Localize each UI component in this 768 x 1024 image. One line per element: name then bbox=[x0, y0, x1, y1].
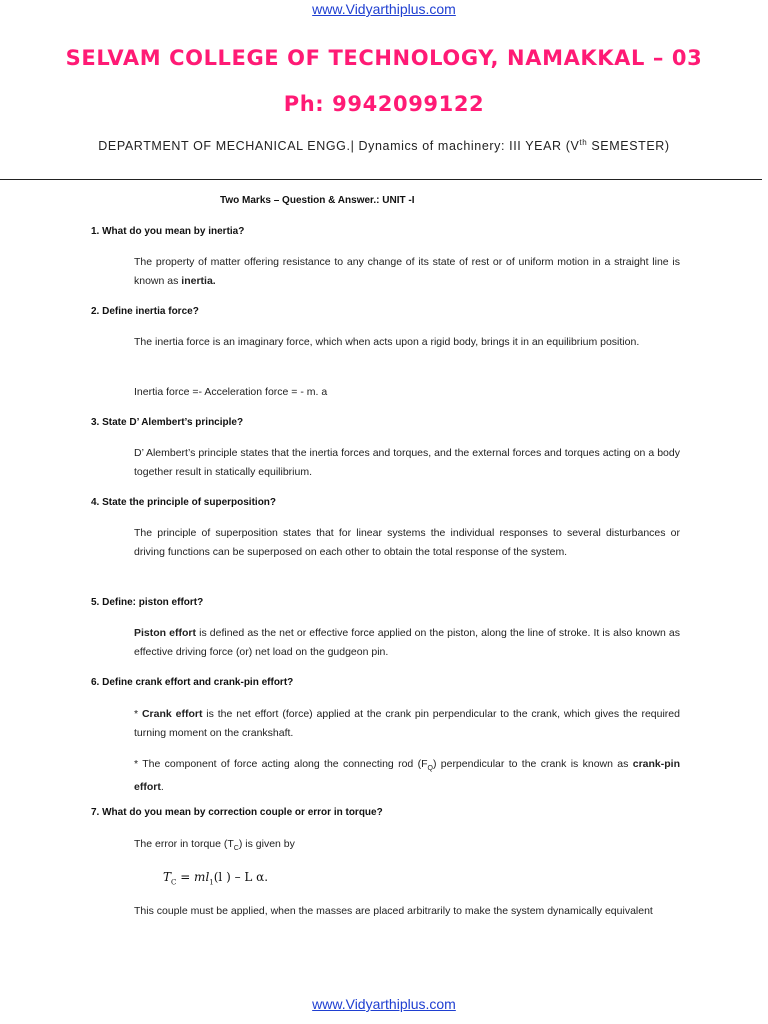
answer-5 bbox=[134, 624, 680, 662]
answer-4: The principle of superposition states that for linear systems the individual responses to several disturbances or driving functions can be superposed on each other to obtain the total response of the system. bbox=[134, 527, 680, 558]
site-link-bottom[interactable]: www.Vidyarthiplus.com bbox=[312, 996, 456, 1012]
section-title: Two Marks – Question & Answer.: UNIT -I bbox=[220, 195, 415, 206]
answer-1 bbox=[134, 253, 680, 291]
answer-7a bbox=[134, 835, 680, 858]
answer-3: D’ Alembert’s principle states that the inertia forces and torques, and the external forces and torques acting on a body together result in statically equilibrium. bbox=[134, 447, 680, 478]
answer-6b-end: . bbox=[160, 781, 164, 794]
question-4: 4. State the principle of superposition? bbox=[91, 497, 277, 508]
answer-7a-sub: C bbox=[233, 845, 239, 853]
formula-mid-sub: 1 bbox=[209, 878, 214, 887]
question-7: 7. What do you mean by correction couple or error in torque? bbox=[91, 807, 383, 818]
college-phone: Ph: 9942099122 bbox=[283, 92, 485, 116]
department-text: DEPARTMENT OF MECHANICAL ENGG.| Dynamics of machinery: III YEAR (V bbox=[98, 139, 580, 154]
answer-6b bbox=[134, 755, 680, 797]
answer-6b-sub: Q bbox=[427, 765, 433, 773]
answer-7b: This couple must be applied, when the masses are placed arbitrarily to make the system dynamically equivalent bbox=[134, 905, 653, 917]
answer-2-formula: Inertia force =- Acceleration force = - m. a bbox=[134, 386, 328, 398]
answer-6a-bullet: * bbox=[134, 708, 142, 720]
answer-6a-text: is the net effort (force) applied at the crank pin perpendicular to the crank, which gives the required turning moment on the crankshaft. bbox=[134, 708, 680, 739]
formula-mid: = ml bbox=[176, 870, 210, 884]
department-line bbox=[0, 138, 768, 153]
formula-rest: (l ) – L α. bbox=[213, 870, 269, 884]
formula-lhs: T bbox=[163, 870, 172, 884]
answer-2: The inertia force is an imaginary force, which when acts upon a rigid body, brings it in an equilibrium position. bbox=[134, 336, 640, 348]
question-5: 5. Define: piston effort? bbox=[91, 597, 204, 608]
answer-1-bold: inertia. bbox=[181, 275, 216, 287]
question-6: 6. Define crank effort and crank-pin effort? bbox=[91, 677, 294, 688]
answer-7a-text: The error in torque (T bbox=[134, 838, 234, 850]
answer-6a bbox=[134, 705, 680, 743]
header-divider bbox=[0, 179, 762, 180]
answer-5-text: is defined as the net or effective force applied on the piston, along the line of stroke. It is also known as effective driving force (or) net load on the gudgeon pin. bbox=[134, 627, 680, 658]
torque-formula bbox=[163, 870, 268, 886]
question-3: 3. State D’ Alembert’s principle? bbox=[91, 417, 244, 428]
answer-6b-text: * The component of force acting along the connecting rod (F bbox=[134, 758, 428, 770]
answer-6a-bold: Crank effort bbox=[141, 708, 203, 720]
semester-superscript: th bbox=[579, 138, 588, 147]
question-1: 1. What do you mean by inertia? bbox=[91, 226, 245, 237]
question-2: 2. Define inertia force? bbox=[91, 306, 199, 317]
formula-lhs-sub: C bbox=[171, 878, 177, 887]
college-name: SELVAM COLLEGE OF TECHNOLOGY, NAMAKKAL – 03 bbox=[65, 46, 703, 70]
answer-6b-bold: crank-pin effort bbox=[134, 758, 680, 794]
site-link-top[interactable]: www.Vidyarthiplus.com bbox=[312, 1, 456, 17]
answer-7a-end: ) is given by bbox=[238, 838, 295, 850]
answer-5-bold: Piston effort bbox=[134, 627, 197, 639]
answer-6b-mid: ) perpendicular to the crank is known as bbox=[432, 758, 633, 770]
semester-text: SEMESTER) bbox=[587, 139, 670, 154]
answer-1-text: The property of matter offering resistance to any change of its state of rest or of uniform motion in a straight line is known as bbox=[134, 256, 680, 287]
